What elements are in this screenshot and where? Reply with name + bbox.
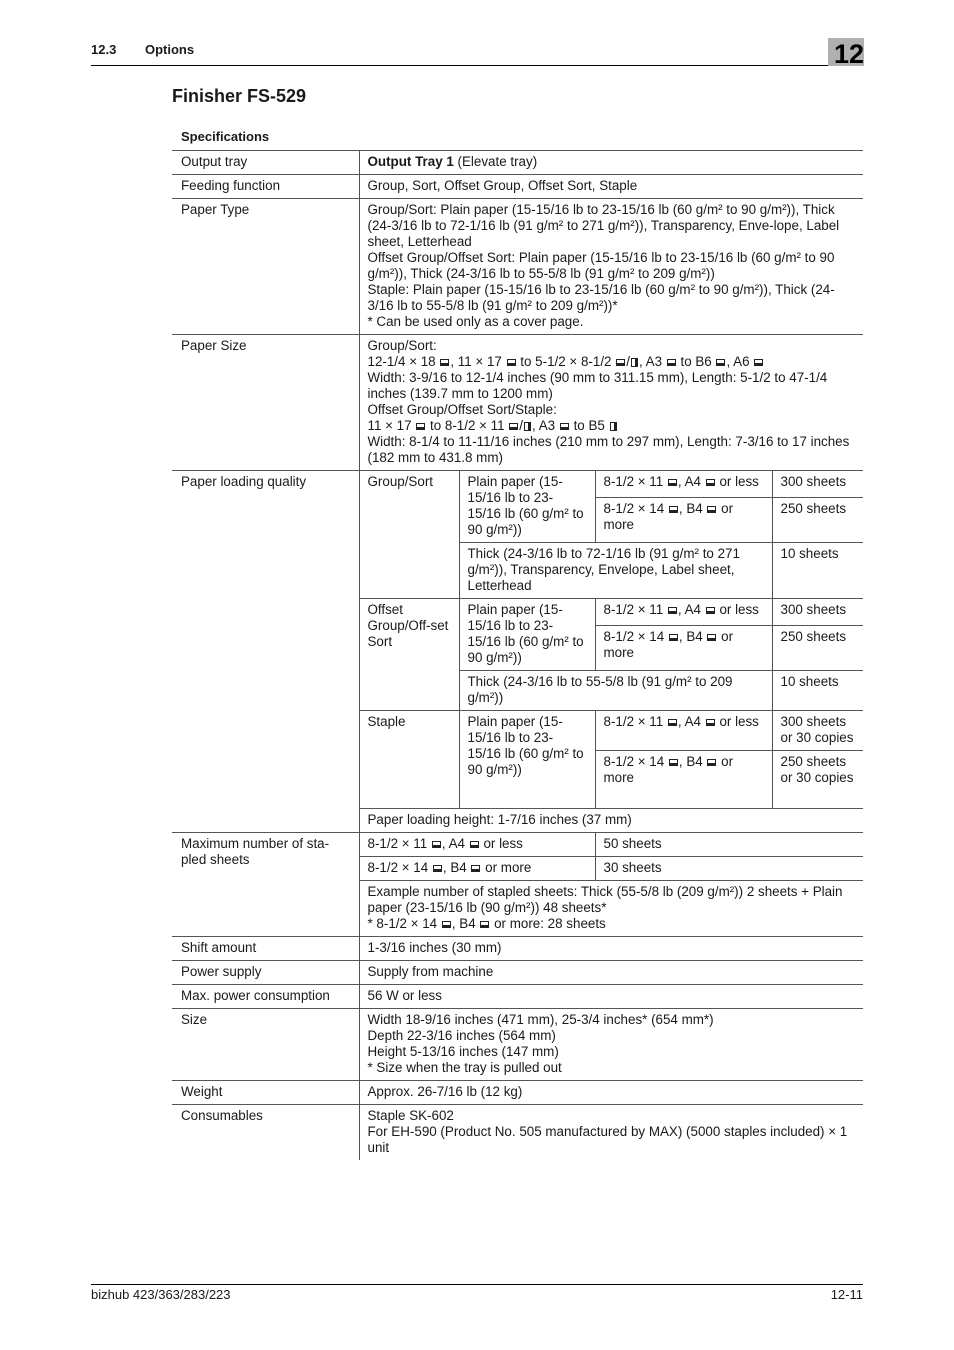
label: Paper Size: [172, 335, 359, 471]
t: to 5-1/2 × 8-1/2: [516, 354, 616, 369]
label: Power supply: [172, 961, 359, 985]
t: 8-1/2 × 11: [603, 474, 667, 489]
plain-paper: Plain paper (15-15/16 lb to 23-15/16 lb (60 g/m² to 90 g/m²)): [459, 711, 595, 809]
landscape-icon: [480, 921, 489, 928]
t: , B4: [678, 629, 707, 644]
row-feeding: [172, 175, 863, 199]
t: , A4: [677, 602, 705, 617]
line: Width: 3-9/16 to 12-1/4 inches (90 mm to 311.15 mm), Length: 5-1/2 to 47-1/4 inches (139.7 mm to 1200 mm): [367, 370, 828, 401]
t: 11 × 17: [367, 418, 416, 433]
line: [368, 354, 856, 370]
landscape-icon: [442, 921, 451, 928]
page-title: Finisher FS-529: [172, 86, 307, 106]
header-rule: [91, 65, 863, 66]
value: [359, 199, 863, 335]
t: , A3: [532, 418, 559, 433]
line: Offset Group/Offset Sort/Staple:: [367, 402, 557, 417]
value: [359, 151, 863, 175]
landscape-icon: [669, 634, 678, 641]
t: 12-1/4 × 18: [367, 354, 440, 369]
row-loading-1: [172, 471, 863, 498]
thick-paper: Thick (24-3/16 lb to 55-5/8 lb (91 g/m² to 209 g/m²)): [459, 671, 772, 711]
capacity: 300 sheets: [772, 471, 863, 498]
section-subtitle: Specifications: [181, 129, 270, 144]
t: 8-1/2 × 11: [603, 714, 667, 729]
t: , 11 × 17: [450, 354, 506, 369]
footer-page-number: 12-11: [830, 1287, 863, 1302]
value: 56 W or less: [359, 985, 863, 1009]
capacity: 250 sheets or 30 copies: [772, 751, 863, 809]
value: Staple SK-602 For EH-590 (Product No. 505 manufactured by MAX) (5000 staples included) × 1 unit: [359, 1105, 863, 1161]
landscape-icon: [668, 607, 677, 614]
value: Width 18-9/16 inches (471 mm), 25-3/4 inches* (654 mm*) Depth 22-3/16 inches (564 mm) Height 5-13/16 inches (147 mm) * Size when the tray is pulled out: [359, 1009, 863, 1081]
footer-model: bizhub 423/363/283/223: [91, 1287, 231, 1302]
value: Supply from machine: [359, 961, 863, 985]
t: 8-1/2 × 14: [367, 860, 432, 875]
capacity: 10 sheets: [772, 543, 863, 599]
t: to B5: [569, 418, 609, 433]
row-consumables: [172, 1105, 863, 1161]
example: [359, 881, 863, 937]
portrait-icon: [524, 422, 531, 431]
plain-paper: Plain paper (15-15/16 lb to 23-15/16 lb (60 g/m² to 90 g/m²)): [459, 599, 595, 671]
label: Feeding function: [172, 175, 359, 199]
capacity: 10 sheets: [772, 671, 863, 711]
row-consumption: [172, 985, 863, 1009]
t: to 8-1/2 × 11: [426, 418, 509, 433]
capacity: 250 sheets: [772, 626, 863, 671]
size-large: [359, 857, 595, 881]
t: /: [519, 418, 524, 433]
t: , A4: [677, 714, 705, 729]
offset-sort: Offset Group/Off-set Sort: [359, 599, 459, 711]
t: or more: [603, 754, 734, 785]
capacity: 30 sheets: [595, 857, 863, 881]
t: , A6: [726, 354, 754, 369]
t: , B4: [442, 860, 471, 875]
landscape-icon: [668, 479, 677, 486]
plain-paper: Plain paper (15-15/16 lb to 23-15/16 lb (60 g/m² to 90 g/m²)): [459, 471, 595, 543]
t: 8-1/2 × 11: [603, 602, 667, 617]
value: Approx. 26-7/16 lb (12 kg): [359, 1081, 863, 1105]
row-max-staple-1: [172, 833, 863, 857]
t: or less: [715, 714, 759, 729]
footnote: * Can be used only as a cover page.: [367, 314, 584, 329]
t: /: [626, 354, 630, 369]
row-shift: [172, 937, 863, 961]
landscape-icon: [667, 359, 676, 366]
label: Maximum number of sta-pled sheets: [172, 833, 359, 937]
landscape-icon: [706, 607, 715, 614]
portrait-icon: [610, 422, 617, 431]
row-output-tray: [172, 151, 863, 175]
t: , A4: [677, 474, 705, 489]
line: Staple: Plain paper (15-15/16 lb to 23-15/16 lb (60 g/m² to 90 g/m²)), Thick (24-3/16 lb to 55-5/8 lb (91 g/m² to 209 g/m²))*: [367, 282, 835, 313]
example-text: Example number of stapled sheets: Thick (55-5/8 lb (209 g/m²)) 2 sheets + Plain paper (23-15/16 lb (90 g/m²)) 48 sheets*: [367, 884, 843, 915]
t: or less: [479, 836, 523, 851]
landscape-icon: [669, 759, 678, 766]
landscape-icon: [706, 479, 715, 486]
t: , A4: [441, 836, 469, 851]
landscape-icon: [470, 841, 479, 848]
landscape-icon: [706, 719, 715, 726]
capacity: 250 sheets: [772, 498, 863, 543]
size-large: [595, 498, 772, 543]
t: or more: [603, 501, 734, 532]
label: Paper loading quality: [172, 471, 359, 833]
capacity: 300 sheets or 30 copies: [772, 711, 863, 751]
landscape-icon: [433, 865, 442, 872]
landscape-icon: [560, 423, 569, 430]
landscape-icon: [707, 506, 716, 513]
t: , A3: [638, 354, 666, 369]
capacity: 300 sheets: [772, 599, 863, 626]
spec-table: [172, 150, 863, 1160]
label: Consumables: [172, 1105, 359, 1161]
running-header: [91, 42, 194, 57]
chapter-tab: [828, 38, 864, 69]
t: , B4: [678, 754, 707, 769]
size-small: [595, 471, 772, 498]
t: to B6: [676, 354, 716, 369]
row-paper-type: [172, 199, 863, 335]
label: Shift amount: [172, 937, 359, 961]
landscape-icon: [754, 359, 763, 366]
size-large: [595, 751, 772, 809]
t: , B4: [678, 501, 707, 516]
label: Paper Type: [172, 199, 359, 335]
line: Offset Group/Offset Sort: Plain paper (15-15/16 lb to 23-15/16 lb (60 g/m² to 90 g/m²)), Thick (24-3/16 lb to 55-5/8 lb (91 g/m² to 209 g/m²)): [367, 250, 835, 281]
portrait-icon: [631, 358, 638, 367]
staple: Staple: [359, 711, 459, 809]
capacity: 50 sheets: [595, 833, 863, 857]
chapter-number: 12: [833, 39, 864, 69]
value-rest: (Elevate tray): [453, 154, 538, 169]
landscape-icon: [707, 634, 716, 641]
size-small: [595, 711, 772, 751]
row-paper-size: [172, 335, 863, 471]
landscape-icon: [416, 423, 425, 430]
size-small: [595, 599, 772, 626]
t: or more: 28 sheets: [490, 916, 606, 931]
footer-rule: [91, 1284, 863, 1285]
t: 8-1/2 × 11: [367, 836, 431, 851]
t: 8-1/2 × 14: [603, 629, 668, 644]
thick-paper: Thick (24-3/16 lb to 72-1/16 lb (91 g/m² to 271 g/m²)), Transparency, Envelope, Label sheet, Letterhead: [459, 543, 772, 599]
value: [359, 335, 863, 471]
value-bold: Output Tray 1: [367, 154, 454, 169]
line: [368, 418, 856, 434]
landscape-icon: [432, 841, 441, 848]
landscape-icon: [440, 359, 449, 366]
label: Size: [172, 1009, 359, 1081]
t: * 8-1/2 × 14: [367, 916, 441, 931]
landscape-icon: [669, 506, 678, 513]
section-title: Options: [145, 42, 195, 57]
size-small: [359, 833, 595, 857]
line: Width: 8-1/4 to 11-11/16 inches (210 mm to 297 mm), Length: 7-3/16 to 17 inches (182 mm to 431.8 mm): [367, 434, 850, 465]
landscape-icon: [668, 719, 677, 726]
footnote: [368, 916, 856, 932]
t: or less: [715, 474, 759, 489]
landscape-icon: [471, 865, 480, 872]
label: Output tray: [172, 151, 359, 175]
landscape-icon: [716, 359, 725, 366]
landscape-icon: [509, 423, 518, 430]
landscape-icon: [616, 359, 625, 366]
landscape-icon: [707, 759, 716, 766]
t: or more: [481, 860, 532, 875]
label: Max. power consumption: [172, 985, 359, 1009]
line: Group/Sort: Plain paper (15-15/16 lb to 23-15/16 lb (60 g/m² to 90 g/m²)), Thick (24-3/16 lb to 72-1/16 lb (91 g/m² to 271 g/m²)), Transparency, Enve-lope, Label sheet, Letterhead: [367, 202, 840, 249]
value: Group, Sort, Offset Group, Offset Sort, Staple: [359, 175, 863, 199]
value: 1-3/16 inches (30 mm): [359, 937, 863, 961]
t: or less: [715, 602, 759, 617]
section-number: 12.3: [91, 42, 117, 57]
t: 8-1/2 × 14: [603, 754, 668, 769]
t: 8-1/2 × 14: [603, 501, 668, 516]
size-large: [595, 626, 772, 671]
label: Weight: [172, 1081, 359, 1105]
landscape-icon: [507, 359, 516, 366]
t: , B4: [451, 916, 480, 931]
loading-height: Paper loading height: 1-7/16 inches (37 mm): [359, 809, 863, 833]
row-size: [172, 1009, 863, 1081]
group-sort: Group/Sort: [359, 471, 459, 599]
t: or more: [603, 629, 734, 660]
row-weight: [172, 1081, 863, 1105]
row-power: [172, 961, 863, 985]
line: Group/Sort:: [367, 338, 437, 353]
